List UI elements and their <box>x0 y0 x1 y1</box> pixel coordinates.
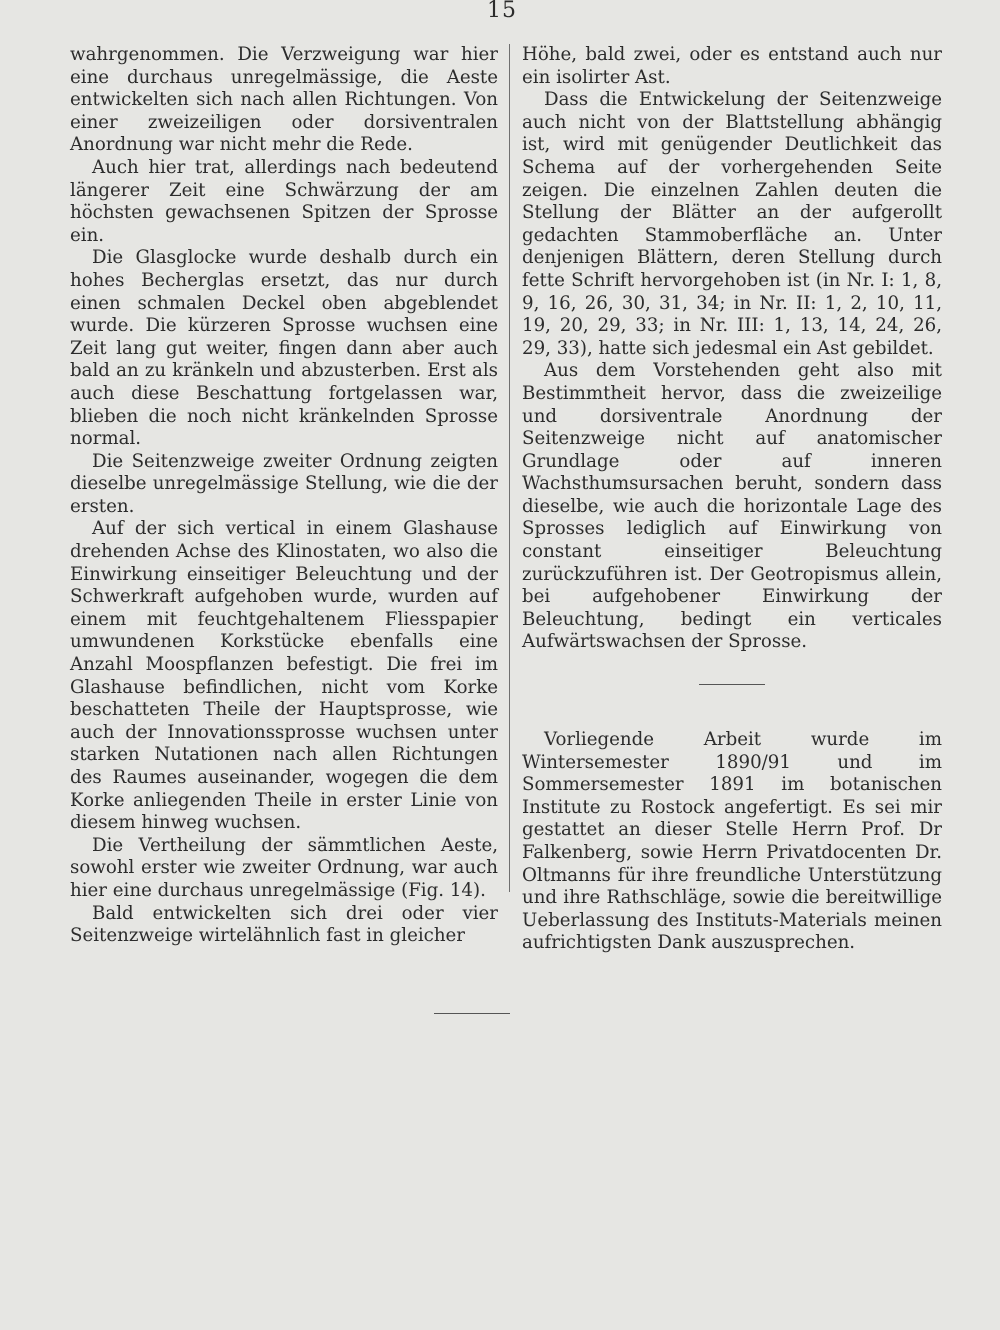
end-rule <box>434 1013 510 1014</box>
left-column <box>70 44 498 948</box>
left-paragraph-7: Bald entwickelten sich drei oder vier Seitenzweige wirtelähnlich fast in gleicher <box>70 902 498 947</box>
right-column <box>522 44 942 955</box>
left-paragraph-4: Die Seitenzweige zweiter Ordnung zeigten dieselbe unregelmässige Stellung, wie die der ersten. <box>70 450 498 517</box>
left-paragraph-2: Auch hier trat, allerdings nach bedeutend längerer Zeit eine Schwärzung der am höchsten gewachsenen Spitzen der Sprosse ein. <box>70 156 498 246</box>
right-paragraph-1: Höhe, bald zwei, oder es entstand auch nur ein isolirter Ast. <box>522 44 942 88</box>
section-divider <box>699 684 765 685</box>
right-paragraph-3: Aus dem Vorstehenden geht also mit Bestimmtheit hervor, dass die zweizeilige und dorsiventrale Anordnung der Seitenzweige nicht auf anatomischer Grundlage oder auf inneren Wachsthumsursachen beruht, sondern dass dieselbe, wie auch die horizontale Lage des Sprosses lediglich auf Einwirkung von constant einseitiger Beleuchtung zurückzuführen ist. Der Geotropismus allein, bei aufgehobener Einwirkung der Beleuchtung, bedingt ein verticales Aufwärtswachsen der Sprosse. <box>522 360 942 653</box>
left-paragraph-5: Auf der sich vertical in einem Glashause drehenden Achse des Klinostaten, wo also die Einwirkung einseitiger Beleuchtung und der Schwerkraft aufgehoben wurde, wurden auf einem mit feuchtgehaltenem Fliesspapier umwundenen Korkstücke ebenfalls eine Anzahl Moospflanzen befestigt. Die frei im Glashause befindlichen, nicht vom Korke beschatteten Theile der Hauptsprosse, wie auch der Innovationssprosse wuchsen unter starken Nutationen nach allen Richtungen des Raumes auseinander, wogegen die dem Korke anliegenden Theile in erster Linie von diesem hinweg wuchsen. <box>70 518 498 834</box>
acknowledgement-paragraph: Vorliegende Arbeit wurde im Wintersemester 1890/91 und im Sommersemester 1891 im botanischen Institute zu Rostock angefertigt. Es sei mir gestattet an dieser Stelle Herrn Prof. Dr Falkenberg, sowie Herrn Privatdocenten Dr. Oltmanns für ihre freundliche Unterstützung und ihre Rathschläge, sowie die bereitwillige Ueberlassung des Instituts-Materials meinen aufrichtigsten Dank auszusprechen. <box>522 729 942 954</box>
right-paragraph-2: Dass die Entwickelung der Seitenzweige auch nicht von der Blattstellung abhängig ist, wird mit genügender Deutlichkeit das Schema auf der vorhergehenden Seite zeigen. Die einzelnen Zahlen deuten die Stellung der Blätter an der aufgerollt gedachten Stammoberfläche an. Unter denjenigen Blättern, deren Stellung durch fette Schrift hervorgehoben ist (in Nr. I: 1, 8, 9, 16, 26, 30, 31, 34; in Nr. II: 1, 2, 10, 11, 19, 20, 29, 33; in Nr. III: 1, 13, 14, 24, 26, 29, 33), hatte sich jedesmal ein Ast gebildet. <box>522 89 942 359</box>
left-paragraph-1: wahrgenommen. Die Verzweigung war hier eine durchaus unregelmässige, die Aeste entwickelten sich nach allen Richtungen. Von einer zweizeiligen oder dorsiventralen Anordnung war nicht mehr die Rede. <box>70 44 498 156</box>
left-paragraph-3: Die Glasglocke wurde deshalb durch ein hohes Becherglas ersetzt, das nur durch einen schmalen Deckel oben abgeblendet wurde. Die kürzeren Sprosse wuchsen eine Zeit lang gut weiter, fingen dann aber auch bald an zu kränkeln und abzusterben. Erst als auch diese Beschattung fortgelassen war, blieben die noch nicht kränkelnden Sprosse normal. <box>70 247 498 450</box>
left-paragraph-6: Die Vertheilung der sämmtlichen Aeste, sowohl erster wie zweiter Ordnung, war auch hier eine durchaus unregelmässige (Fig. 14). <box>70 834 498 901</box>
column-divider <box>509 44 510 892</box>
page-number: 15 <box>487 0 517 23</box>
